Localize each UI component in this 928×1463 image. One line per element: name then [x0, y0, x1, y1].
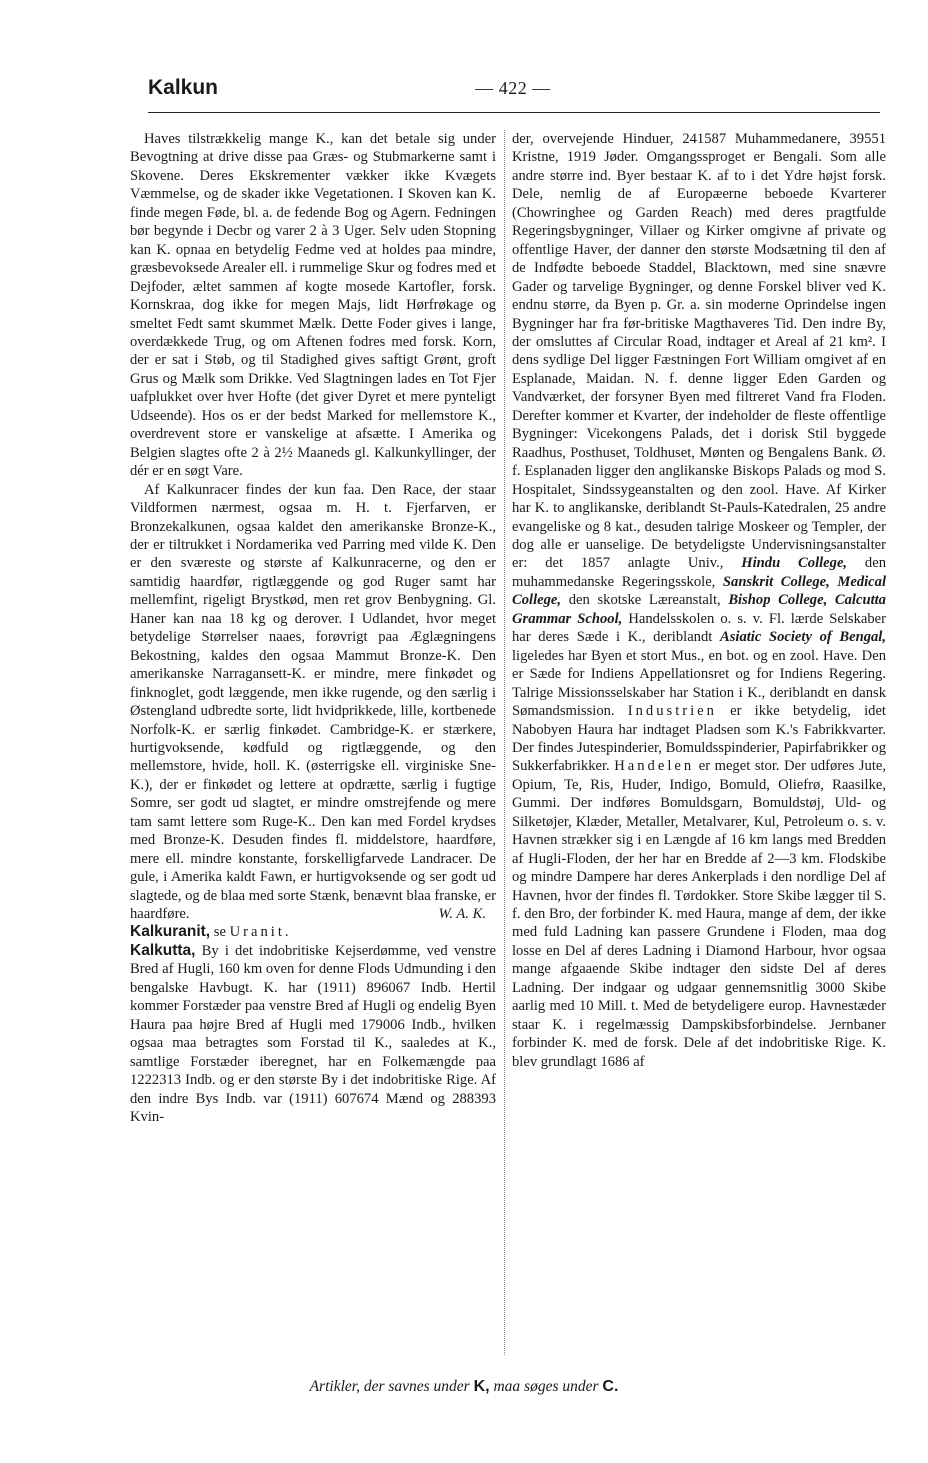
footer-letter-k: K,: [473, 1378, 490, 1395]
paragraph-breeds: [130, 481, 496, 924]
text-segment-b: den muhammedanske Regeringsskole,: [512, 555, 886, 590]
footer-letter-c: C.: [602, 1378, 619, 1395]
paragraph-kalkutta-continued: [512, 130, 886, 1071]
kalkutta-continued-text: der, overvejende Hinduer, 241587 Muhammedanere, 39551 Kristne, 1919 Jøder. Omgangssproget er Bengali. Som alle andre større ind. Byer bestaar K. af to i det Ydre højst forsk. Dele, nemlig de af Europæerne beboede Kvarterer (Chowringhee og Garden Reach) med deres pragtfulde Regeringsbygninger, Villaer og Kirker omgivne af private og offentlige Haver, der danner den største Modsætning til den af de Indfødte beboede Staddel, Blacktown, med sine snævre Gader og tarvelige Bygninger, og denne Forskel bliver ved K. endnu større, da Byen p. Gr. a. sin moderne Oprindelse ingen Bygninger har fra før-britiske Magthaveres Tid. Den indre By, der omsluttes af Circular Road, indtager et Areal af 21 km². I dens sydlige Del ligger Fæstningen Fort William omgivet af en Esplanade, Maidan. N. f. denne ligger Eden Garden og Vandværket, der forsyner Byen med filtreret Vand fra Floden. Derefter kommer et Kvarter, der indeholder de fleste offentlige Bygninger: Vicekongens Palads, det i dorisk Stil byggede Raadhus, Posthuset, Toldhuset, Mønten og Bengalens Bank. Ø. f. Esplanaden ligger den anglikanske Biskops Palads og mod S. Hospitalet, Sindssygeanstalten og den zool. Have. Af Kirker har K. to anglikanske, deriblandt St-Pauls-Katedralen, 25 andre evangeliske og 8 kat., desuden talrige Moskeer og Templer, der dog alle er uanselige. De betydeligste Undervisningsanstalter er: det 1857 anlagte Univ.,: [512, 131, 886, 572]
entry-kalkutta: [130, 942, 496, 1127]
column-divider: [504, 130, 505, 1355]
footer-part-1: Artikler, der savnes under: [309, 1378, 470, 1395]
page-header: [148, 76, 878, 106]
text-segment-g: er meget stor. Der udføres Jute, Opium, Te, Ris, Huder, Indigo, Bomuld, Oliefrø, Raasilke, Gummi. Der indføres Bomuldsgarn, Bomuldstøj, Uld- og Silketøjer, Klæder, Metaller, Metalvarer, Kul, Petroleum o. s. v. Havnen strækker sig i en Længde af 16 km langs med Bredden af Hugli-Floden, der her har en Bredde af 2—3 km. Flodskibe og mindre Dampere har deres Ankerplads i den nordlige Del af Havnen, hvor der findes fl. Tørdokker. Store Skibe lægger til S. f. den Bro, der forbinder K. med Haura, mange af dem, der ikke med fuld Ladning kan passere Grundene i Floden, maa dog losse en Del af deres Ladning i Diamond Harbour, hvor ogsaa mange afgaaende Skibe indtager den sidste Del af deres Ladning. Der indgaar og udgaar gennemsnitlig 3000 Skibe aarlig med 10 Mill. t. Med de betydeligere europ. Havnestæder staar K. i regelmæssig Dampskibsforbindelse. Jernbaner forbinder K. med de forsk. Dele af det indobritiske Rige. K. blev grundlagt 1686 af: [512, 758, 886, 1070]
bishop-college: Bishop College, Calcutta Grammar School,: [512, 592, 886, 627]
header-rule: [148, 112, 880, 113]
entry-kalkuranit: [130, 923, 496, 941]
asiatic-society: Asiatic Society of Bengal,: [719, 629, 886, 646]
kalkutta-text: By i det indobritiske Kejserdømme, ved venstre Bred af Hugli, 160 km oven for denne Flods Udmunding i den bengalske Havbugt. K. har (1911) 896067 Indb. Hertil kommer Forstæder paa venstre Bred af Hugli og endelig Byen Haura paa højre Bred af Hugli med 179006 Indb., hvilken ogsaa maa betragtes som Forstad til K., saaledes at K., samtlige Forstæder iberegnet, har en Folkemængde paa 1222313 Indb. og er den største By i det indobritiske Rige. Af den indre Bys Indb. var (1911) 607674 Mænd og 288393 Kvin-: [130, 942, 496, 1126]
running-head: Kalkun: [148, 76, 219, 99]
headword-kalkutta: Kalkutta,: [130, 941, 196, 959]
see-label: se: [213, 924, 226, 941]
industrien-spaced: Industrien: [627, 703, 717, 720]
paragraph-breeds-text: Af Kalkunracer findes der kun faa. Den Race, der staar Vildformen nærmest, ogsaa m. H. t. Fjerfarven, er Bronzekalkunen, ogsaa kaldet den amerikanske Bronze-K., der er tiltrukket i Nordamerika ved Parring med vilde K. Den er den sværeste og største af Kalkunracerne, og den er samtidig haardfør, rigtlæggende og god Ruger samt har mellemfint, rigeligt Brystkød, men ret grov Benbygning. Gl. Haner kan naa 18 kg og derover. I Udlandet, hvor meget betydelige Størrelser naaes, forøvrigt paa Æglægningens Bekostning, kaldes den ogsaa Mammut Bronze-K. Den amerikanske Narragansett-K. er mindre, mere finkødet og finknoglet, godt læggende, men ikke rugende, og den særlig i Østengland udbredte sorte, lidt hvidprikkede, lille, kortbenede Norfolk-K. er særlig finkødet. Cambridge-K. er stærkere, hurtigvoksende, kødfuld og rigtlæggende, og den mellemstore, hvide, holl. K. (østerrigske ell. virginiske Sne-K.), der er finkødet og lettere at opdrætte, særlig i fugtige Somre, ser godt ud slagtet, er mindre omstrejfende og mere tam samt lettere som Ruge-K.. Den kan med Fordel krydses med Bronze-K. Desuden findes fl. middelstore, haardføre, mere ell. mindre konstante, forskelligfarvede Landracer. De gule, i Amerika kaldt Fawn, er hurtigvoksende og ser godt ud slagtede, og de blaa med sorte Stænk, benævnt blaa franske, er haardføre.: [130, 481, 496, 923]
page-footer: [0, 1378, 928, 1396]
text-segment-e: ligeledes har Byen et stort Mus., en bot. og en zool. Have. Den er Sæde for Indiens Appellationsret og for Indiens Regering. Talrige Missionsselskaber har Station i K., deriblandt en dansk Sømandsmission.: [512, 647, 886, 720]
right-column: [512, 130, 886, 1071]
left-column: [130, 130, 496, 1126]
text-segment-c: den skotske Læreanstalt,: [568, 592, 721, 609]
headword-kalkuranit: Kalkuranit,: [130, 923, 211, 941]
text-segment-f: er ikke betydelig, idet Nabobyen Haura har indtaget Pladsen som K.'s Fabrikkvarter. Der findes Jutespinderier, Bomuldsspinderier, Papirfabrikker og Sukkerfabrikker.: [512, 703, 886, 775]
page-number: — 422 —: [475, 78, 551, 98]
cross-reference-uranit: Uranit.: [229, 924, 292, 941]
text-segment-d: Handelsskolen o. s. v. Fl. lærde Selskaber har deres Sæde i K., deriblandt: [512, 610, 886, 646]
handelen-spaced: Handelen: [614, 758, 695, 775]
footer-part-2: maa søges under: [493, 1378, 599, 1395]
hindu-college: Hindu College,: [741, 555, 848, 572]
sanskrit-medical-college: Sanskrit College, Medical College,: [512, 573, 887, 609]
author-signature: W. A. K.: [438, 906, 486, 923]
paragraph-fattening: Haves tilstrækkelig mange K., kan det betale sig under Bevogtning at drive disse paa Græs- og Stubmarkerne samt i Skovene. Deres Ekskrementer vækker ikke Kvægets Væmmelse, og de skader ikke Vegetationen. I Skoven kan K. finde megen Føde, bl. a. de fedende Bog og Agern. Fedningen bør begynde i Decbr og varer 2 à 3 Uger. Selv uden Stopning kan K. opnaa en betydelig Fedme ved at holdes paa mindre, græsbevoksede Arealer ell. i rummelige Skur og fodres med et Dejfoder, æltet sammen af kogte mosede Kartofler, forsk. Kornskraa, dog ikke for megen Majs, lidt Hørfrøkage og smeltet Fedt samt skummet Mælk. Dette Foder gives i lange, overdækkede Trug, og om Aftenen fodres med forsk. Korn, der er sat i Støb, og til Stadighed gives saftigt Grønt, groft Grus og Mælk som Drikke. Ved Slagtningen lades en Tot Fjer uafplukket over hver Hofte (det giver Dyret et mere pynteligt Udseende). Hos os er der bedst Marked for mellemstore K., overdrevent store er vanskelige at afsætte. I Amerika og Belgien slagtes ofte 2 à 2½ Maaneds gl. Kalkunkyllinger, der dér er en søgt Vare.: [130, 131, 496, 480]
